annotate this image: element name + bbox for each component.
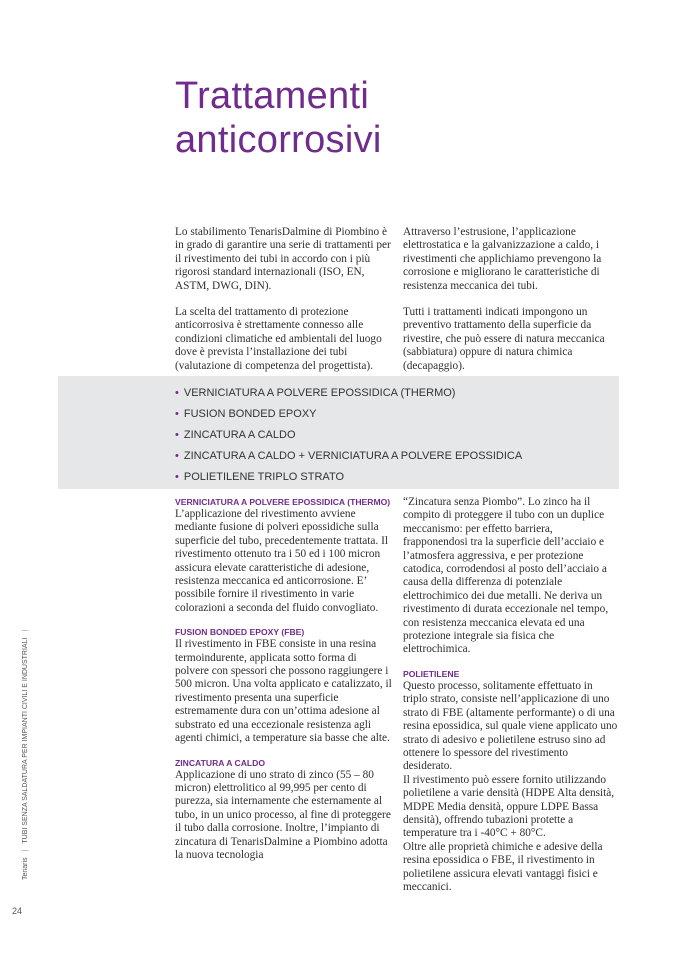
treatment-item (175, 425, 522, 446)
intro-right-column (403, 226, 619, 373)
section-body-polietilene: Il rivestimento può essere fornito utilizzando polietilene a varie densità (HDPE Alta densità, MDPE Media densità, oppure LDPE Bassa densità), offrendo tubazioni protette a temperature tra i -40°C + 80°C. (403, 773, 615, 840)
treatment-item (175, 446, 522, 467)
bullet-icon: • (175, 450, 179, 462)
page-title (175, 74, 382, 162)
treatment-item (175, 383, 522, 404)
bullet-icon: • (175, 408, 179, 420)
bullet-icon: • (175, 471, 179, 483)
section-heading-polietilene: POLIETILENE (403, 668, 460, 679)
section-body-zinc-continued: “Zincatura senza Piombo”. Lo zinco ha il compito di proteggere il tubo con un duplice meccanismo: per effetto barriera, frapponendosi tra la superficie dell’acciaio e l’atmosfera aggressiva, e per protezione catodica, corrodendosi al posto dell’acciaio a causa della differenza di potenziale elettrochimico dei due metalli. Ne deriva un rivestimento di durata eccezionale nel tempo, con resistenza meccanica elevata ed una protezione integrale sia fisica che elettrochimica. (403, 496, 609, 656)
section-heading-zinc: ZINCATURA A CALDO (175, 757, 266, 768)
intro-left-column (175, 226, 393, 373)
section-body-polietilene: Questo processo, solitamente effettuato in triplo strato, consiste nell’applicazione di uno strato di FBE (altamente performante) o di una resina epossidica, sul quale viene applicato uno strato di adesivo e polietilene estruso sino ad ottenere lo spessore del rivestimento desiderato. (403, 679, 618, 773)
treatments-list (175, 383, 522, 488)
section-body-fbe: Il rivestimento in FBE consiste in una resina termoindurente, applicata sotto forma di polvere con spessori che possono raggiungere i 500 micron. Una volta applicato e catalizzato, il rivestimento presenta una superficie estremamente dura con un’ottima adesione al substrato ed una eccezionale resistenza agli agenti chimici, a temperature sia basse che alte. (175, 638, 392, 745)
treatment-label: ZINCATURA A CALDO + VERNICIATURA A POLVERE EPOSSIDICA (183, 450, 523, 462)
treatment-item (175, 467, 522, 488)
intro-paragraph: Tutti i trattamenti indicati impongono un preventivo trattamento della superficie da rivestire, che può essere di natura meccanica (sabbiatura) oppure di natura chimica (decapaggio). (403, 306, 605, 372)
bullet-icon: • (175, 387, 179, 399)
sections-right-column (403, 496, 619, 894)
treatment-label: FUSION BONDED EPOXY (183, 408, 317, 420)
intro-paragraph: Lo stabilimento TenarisDalmine di Piombino è in grado di garantire una serie di trattamenti per il rivestimento dei tubi in accordo con i più rigorosi standard internazionali (ISO, EN, ASTM, DWG, DIN). (175, 226, 391, 292)
separator: | (22, 629, 29, 632)
side-running-header (22, 624, 29, 880)
publication-subtitle: TUBI SENZA SALDATURA PER IMPIANTI CIVILI E INDUSTRIALI (22, 637, 29, 844)
sections-left-column (175, 496, 393, 862)
brand-label: Tenaris (22, 857, 29, 880)
treatment-label: VERNICIATURA A POLVERE EPOSSIDICA (THERMO) (183, 387, 456, 399)
bullet-icon: • (175, 429, 179, 441)
section-heading-fbe: FUSION BONDED EPOXY (FBE) (175, 627, 305, 638)
section-body-zinc: Applicazione di uno strato di zinco (55 – 80 micron) elettrolitico al 99,995 per cento di purezza, sia internamente che esternamente al tubo, in un unico processo, al fine di proteggere il tubo dalla corrosione. Inoltre, l’impianto di zincatura di TenarisDalmine a Piombino adotta la nuova tecnologia (175, 768, 391, 861)
intro-paragraph: Attraverso l’estrusione, l’applicazione elettrostatica e la galvanizzazione a caldo, i rivestimenti che applichiamo prevengono la corrosione e migliorano le caratteristiche di resistenza meccanica dei tubi. (403, 226, 602, 292)
separator: | (22, 849, 29, 852)
treatment-label: ZINCATURA A CALDO (183, 429, 296, 441)
title-line-1: Trattamenti (175, 75, 370, 117)
section-body-thermo: L’applicazione del rivestimento avviene mediante fusione di polveri epossidiche sulla superficie del tubo, precedentemente trattata. Il rivestimento ottenuto tra i 50 ed i 100 micron assicura elevate caratteristiche di adesione, resistenza meccanica ed anticorrosione. E’ possibile fornire il rivestimento in varie colorazioni a seconda del fluido convogliato. (175, 508, 388, 614)
page-number: 24 (12, 906, 23, 916)
title-line-2: anticorrosivi (175, 119, 382, 161)
intro-paragraph: La scelta del trattamento di protezione anticorrosiva è strettamente connesso alle condizioni climatiche ed ambientali del luogo dove è prevista l’installazione dei tubi (valutazione di competenza del progettista). (175, 306, 382, 372)
treatment-label: POLIETILENE TRIPLO STRATO (183, 471, 345, 483)
section-body-polietilene: Oltre alle proprietà chimiche e adesive della resina epossidica o FBE, il rivestimento in polietilene assicura elevati vantaggi fisici e meccanici. (403, 840, 603, 893)
section-heading-thermo: VERNICIATURA A POLVERE EPOSSIDICA (THERMO) (175, 497, 391, 507)
treatments-list-band (58, 376, 619, 489)
treatment-item (175, 404, 522, 425)
